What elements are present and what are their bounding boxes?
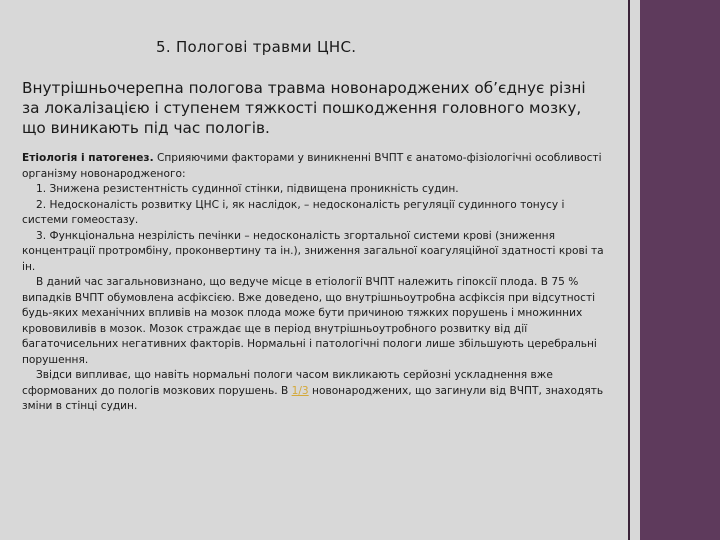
hypoxia-paragraph: В даний час загальновизнано, що ведуче місце в етіології ВЧПТ належить гіпоксії плода. В 75 % випадків ВЧПТ обумовлена асфіксією. Вже доведено, що внутрішньоутробна асфіксія при відсутності будь-яких механічних впливів на мозок плода може бути причиною тяжких порушень і множинних крововиливів в мозок. Мозок страждає ще в період внутрішньоутробного розвитку від дії багаточисельних негативних факторів. Нормальні і патологічні пологи лише збільшують церебральні порушення. <box>22 276 597 366</box>
lead-paragraph: Внутрішньочерепна пологова травма новонароджених об’єднує різні за локалізацією і ступенем тяжкості пошкодження головного мозку, що виникають під час пологів. <box>22 79 586 137</box>
fraction-link[interactable]: 1/3 <box>291 384 309 397</box>
etiology-paragraph <box>22 151 612 182</box>
slide-divider-line <box>628 0 630 540</box>
conclusion-paragraph <box>22 368 612 415</box>
etiology-label: Етіологія і патогенез. <box>22 152 154 164</box>
list-item-1: 1. Знижена резистентність судинної стінки, підвищена проникність судин. <box>36 183 459 195</box>
body-text <box>22 151 612 415</box>
conclusion-text-after: новонароджених, що загинули від ВЧПТ, знаходять зміни в стінці судин. <box>22 384 604 412</box>
etiology-text: Сприяючими факторами у виникненні ВЧПТ є анатомо-фізіологічні особливості організму новонародженого: <box>22 152 602 180</box>
list-item-2: 2. Недосконалість розвитку ЦНС і, як наслідок, – недосконалість регуляції судинного тонусу і системи гомеостазу. <box>22 198 565 226</box>
conclusion-text-before: Звідси випливає, що навіть нормальні пологи часом викликають серйозні ускладнення вже сформованих до пологів мозкових порушень. В <box>22 369 553 397</box>
decorative-right-band <box>640 0 720 540</box>
list-item-3: 3. Функціональна незрілість печінки – недосконалість згортальної системи крові (зниження концентрації протромбіну, проконвертину та ін.), зниження загальної коагуляційної здатності крові та ін. <box>22 229 604 273</box>
slide-title: 5. Пологові травми ЦНС. <box>156 38 357 56</box>
